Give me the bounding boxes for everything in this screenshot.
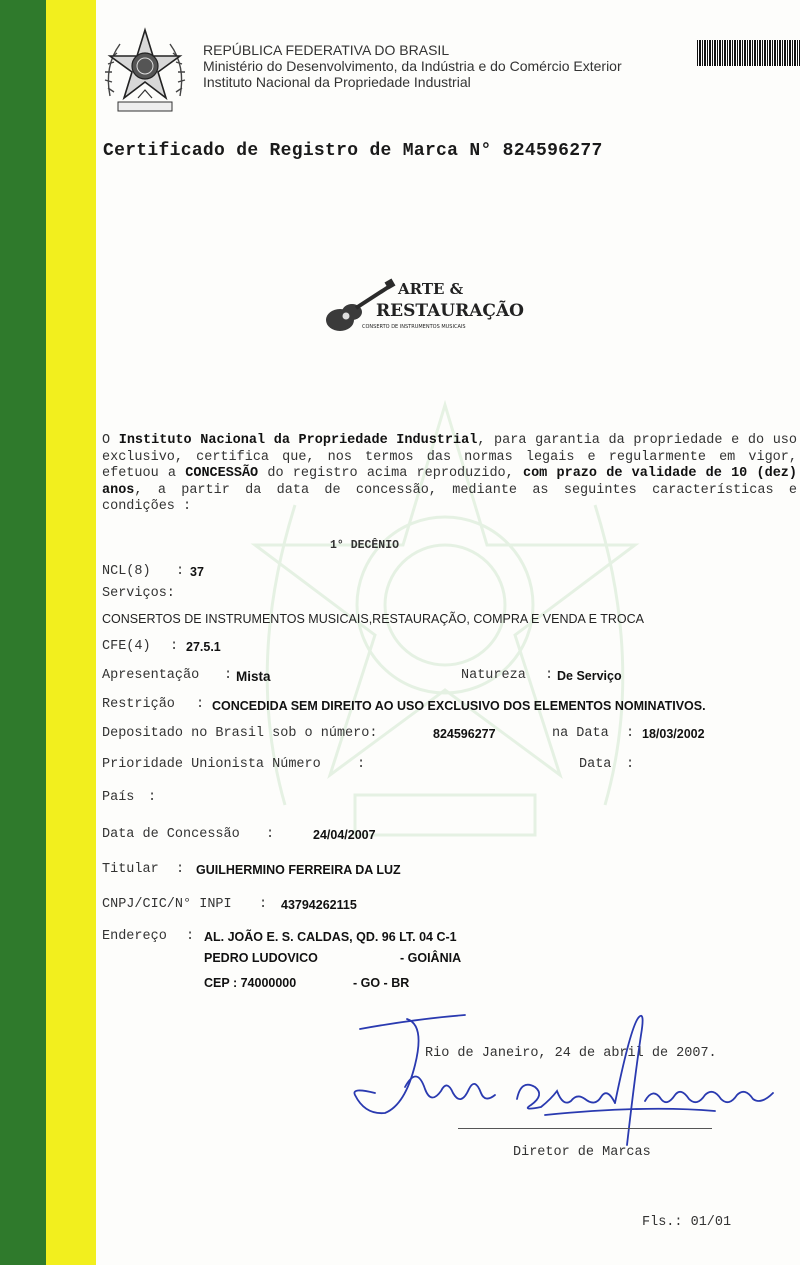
header-institute: Instituto Nacional da Propriedade Industrial — [203, 74, 471, 90]
endereco-cep: CEP : 74000000 — [204, 976, 297, 990]
ncl-separator: : — [176, 564, 185, 579]
natureza-value: De Serviço — [557, 669, 622, 683]
servicos-value: CONSERTOS DE INSTRUMENTOS MUSICAIS,RESTAURAÇÃO, COMPRA E VENDA E TROCA — [102, 612, 644, 626]
intro-text-4: , a partir da data de concessão, mediante as seguintes características e condições : — [102, 482, 797, 514]
intro-text-3: do registro acima reproduzido, — [258, 466, 523, 481]
titular-value: GUILHERMINO FERREIRA DA LUZ — [196, 863, 401, 877]
intro-institute: Instituto Nacional da Propriedade Industrial — [118, 433, 478, 448]
green-border-stripe — [0, 0, 46, 1265]
intro-validity: com prazo de validade de 10 (dez) anos — [102, 466, 798, 498]
endereco-separator: : — [186, 929, 195, 944]
cfe-value: 27.5.1 — [186, 640, 221, 654]
endereco-line1: AL. JOÃO E. S. CALDAS, QD. 96 LT. 04 C-1 — [204, 930, 457, 944]
restricao-value: CONCEDIDA SEM DIREITO AO USO EXCLUSIVO DOS ELEMENTOS NOMINATIVOS. — [212, 699, 706, 713]
depositado-value: 824596277 — [433, 727, 496, 741]
yellow-border-stripe — [46, 0, 96, 1265]
cfe-separator: : — [170, 639, 179, 654]
director-signature — [345, 995, 785, 1155]
signature-line — [458, 1128, 712, 1129]
certificate-title: Certificado de Registro de Marca N° 824596277 — [103, 141, 603, 161]
logo-text-arte: ARTE & — [398, 280, 464, 298]
data-label: Data — [579, 757, 612, 772]
header-republic: REPÚBLICA FEDERATIVA DO BRASIL — [203, 42, 450, 58]
endereco-label: Endereço — [102, 929, 167, 944]
cnpj-separator: : — [259, 897, 268, 912]
natureza-label: Natureza — [461, 668, 526, 683]
cnpj-label: CNPJ/CIC/N° INPI — [102, 897, 232, 912]
trademark-logo — [318, 274, 524, 340]
barcode — [697, 40, 800, 66]
titular-separator: : — [176, 862, 185, 877]
header-ministry: Ministério do Desenvolvimento, da Indústria e do Comércio Exterior — [203, 58, 622, 74]
intro-concessao: CONCESSÃO — [185, 466, 259, 481]
ncl-label: NCL(8) — [102, 564, 151, 579]
decenio-heading: 1° DECÊNIO — [330, 539, 400, 552]
pais-separator: : — [148, 790, 157, 805]
concession-paragraph — [102, 433, 797, 516]
place-date: Rio de Janeiro, 24 de abril de 2007. — [425, 1046, 717, 1061]
data-separator: : — [626, 757, 635, 772]
restricao-label: Restrição — [102, 697, 175, 712]
concessao-separator: : — [266, 827, 275, 842]
intro-text-2: , para garantia da propriedade e do uso exclusivo, certifica que, nos termos das normas legais e regularmente em vigor, efetuou a — [102, 433, 797, 481]
cfe-label: CFE(4) — [102, 639, 151, 654]
natureza-separator: : — [545, 668, 554, 683]
intro-text-1: O — [102, 433, 119, 448]
restricao-separator: : — [196, 697, 205, 712]
concessao-label: Data de Concessão — [102, 827, 240, 842]
signer-role: Diretor de Marcas — [513, 1145, 651, 1160]
pais-label: País — [102, 790, 135, 805]
concessao-value: 24/04/2007 — [313, 828, 376, 842]
prioridade-separator: : — [357, 757, 366, 772]
issuer-header — [203, 42, 622, 90]
endereco-city: - GOIÂNIA — [400, 951, 462, 965]
logo-text-restauracao: RESTAURAÇÃO — [376, 301, 524, 321]
cnpj-value: 43794262115 — [281, 898, 357, 912]
na-data-value: 18/03/2002 — [642, 727, 705, 741]
prioridade-label: Prioridade Unionista Número — [102, 757, 321, 772]
na-data-separator: : — [626, 726, 635, 741]
logo-text-conserto: CONSERTO DE INSTRUMENTOS MUSICAIS — [362, 324, 466, 330]
titular-label: Titular — [102, 862, 159, 877]
apresentacao-separator: : — [224, 668, 233, 683]
apresentacao-value: Mista — [236, 669, 271, 684]
servicos-label: Serviços: — [102, 586, 175, 601]
ncl-value: 37 — [190, 565, 204, 579]
endereco-state-country: - GO - BR — [353, 976, 410, 990]
coat-of-arms-icon — [100, 26, 190, 118]
depositado-label: Depositado no Brasil sob o número: — [102, 726, 378, 741]
apresentacao-label: Apresentação — [102, 668, 200, 683]
page-count: Fls.: 01/01 — [642, 1215, 732, 1230]
na-data-label: na Data — [552, 726, 609, 741]
endereco-district: PEDRO LUDOVICO — [204, 951, 318, 965]
